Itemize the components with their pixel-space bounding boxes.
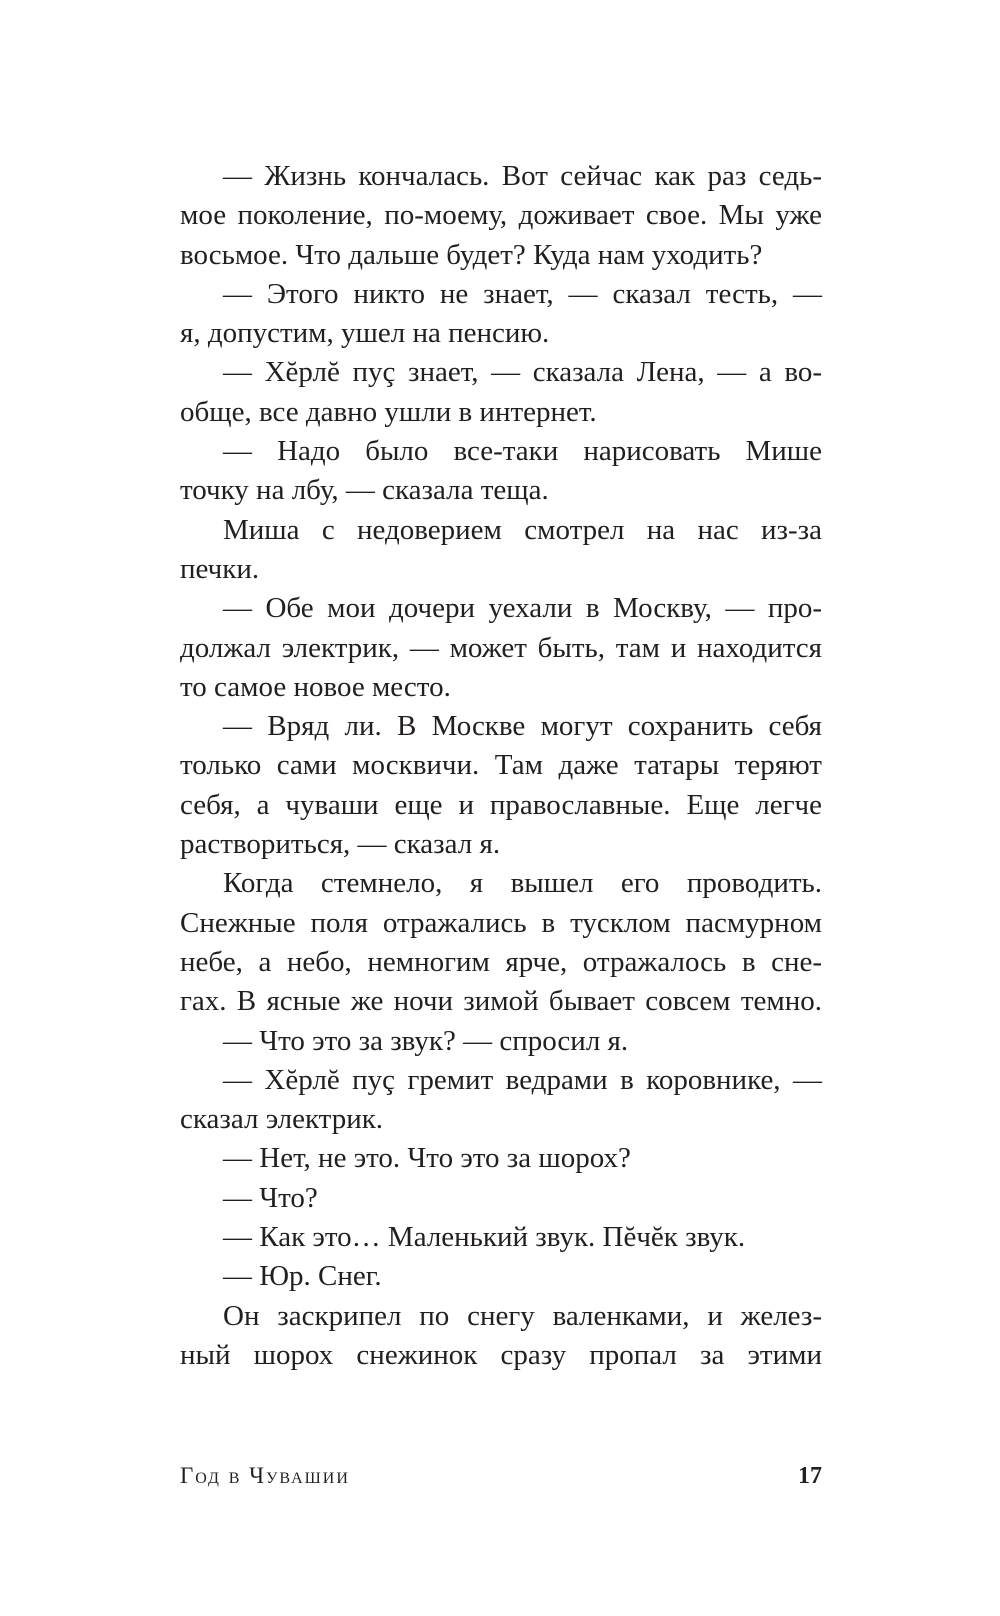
text-line: гах. В ясные же ночи зимой бывает совсем темно. [180,985,822,1018]
text-line: мое поколение, по-моему, доживает свое. Мы уже [180,199,822,232]
text-line: восьмое. Что дальше будет? Куда нам уходить? [180,238,763,271]
text-line: — Что это за звук? — спросил я. [223,1024,629,1057]
text-line: печки. [180,552,260,585]
page-footer [180,1463,822,1493]
text-line: — Что? [223,1181,318,1214]
text-line: Когда стемнело, я вышел его проводить. [223,867,822,900]
text-line: должал электрик, — может быть, там и находится [180,631,822,664]
text-line: — Хĕрлĕ пуç гремит ведрами в коровнике, — [223,1063,822,1096]
text-line: — Юр. Снег. [223,1260,382,1293]
page-body-text [180,157,822,1375]
running-title: Год в Чувашии [180,1463,350,1488]
text-line: — Обе мои дочери уехали в Москву, — про- [223,592,822,625]
text-line: ный шорох снежинок сразу пропал за этими [180,1338,822,1371]
text-line: — Как это… Маленький звук. Пĕчĕк звук. [223,1221,746,1254]
text-line: только сами москвичи. Там даже татары теряют [180,749,822,782]
text-line: точку на лбу, — сказала теща. [180,474,549,507]
text-line: — Этого никто не знает, — сказал тесть, — [223,277,822,310]
page-number: 17 [798,1463,822,1489]
text-line: то самое новое место. [180,670,451,703]
text-line: Миша с недоверием смотрел на нас из-за [223,513,822,546]
text-line: Снежные поля отражались в тусклом пасмурном [180,906,822,939]
text-line: — Надо было все-таки нарисовать Мише [223,435,822,468]
text-line: — Хĕрлĕ пуç знает, — сказала Лена, — а во- [223,356,822,389]
text-line: себя, а чуваши еще и православные. Еще легче [180,788,822,821]
text-line: обще, все давно ушли в интернет. [180,395,597,428]
text-line: раствориться, — сказал я. [180,828,501,861]
text-line: — Вряд ли. В Москве могут сохранить себя [223,710,822,743]
text-line: я, допустим, ушел на пенсию. [180,317,550,350]
text-line: — Жизнь кончалась. Вот сейчас как раз седь- [223,160,822,192]
text-line: сказал электрик. [180,1103,384,1136]
text-line: Он заскрипел по снегу валенками, и желез- [223,1299,822,1332]
text-line: небе, а небо, немногим ярче, отражалось в сне- [180,945,822,978]
text-line: — Нет, не это. Что это за шорох? [223,1142,631,1175]
